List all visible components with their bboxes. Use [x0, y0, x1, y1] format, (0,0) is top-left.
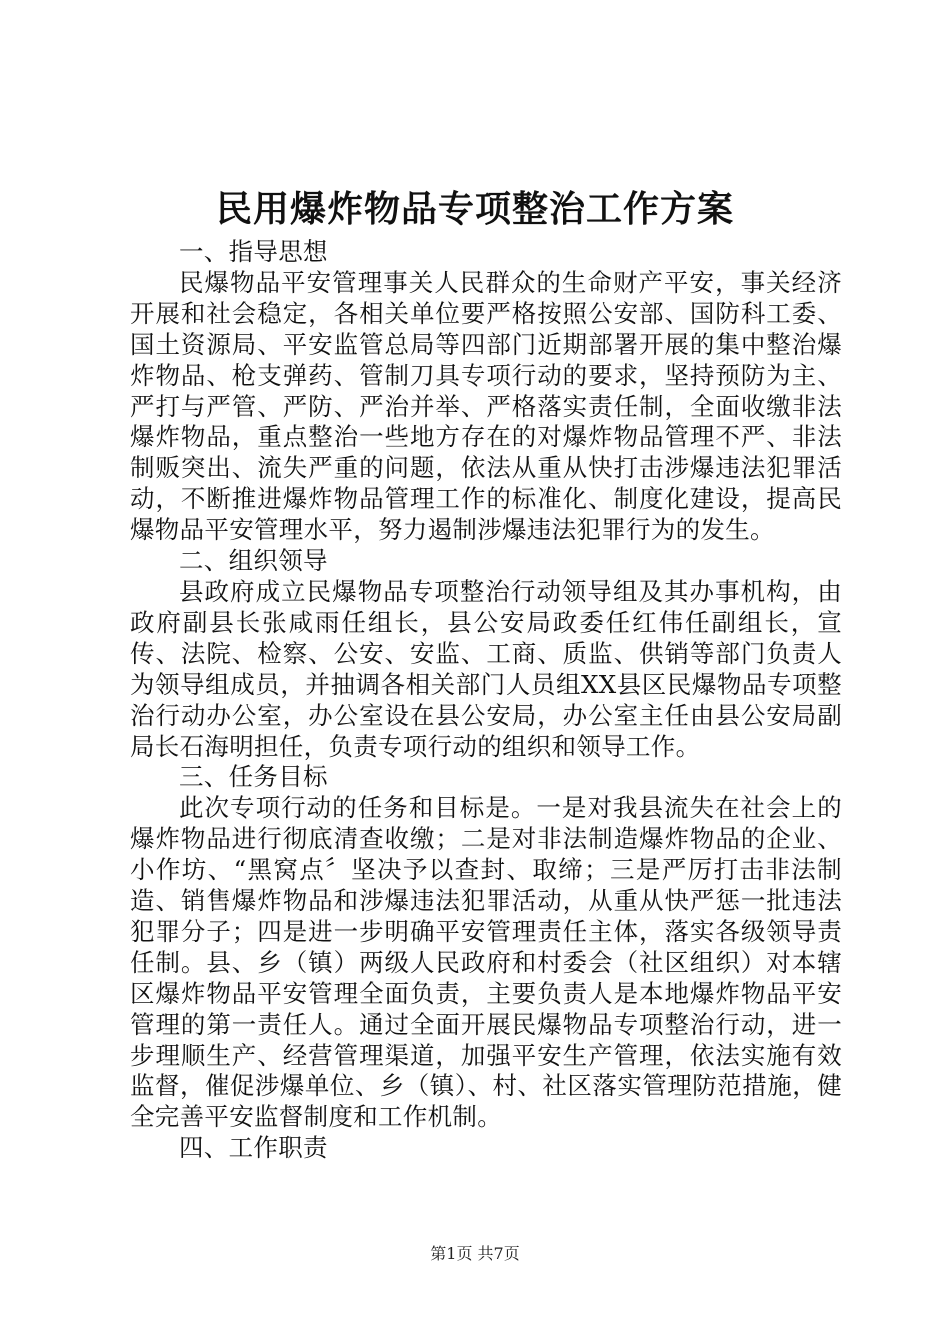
section-heading-work-duties: 四、工作职责	[179, 1133, 328, 1163]
section-heading-task-goals: 三、任务目标	[179, 762, 328, 792]
page-number-footer: 第1页 共7页	[430, 1244, 520, 1263]
document-body	[130, 237, 842, 1164]
section-heading-guiding-ideology: 一、指导思想	[179, 237, 328, 266]
section-heading-organization: 二、组织领导	[179, 546, 328, 576]
section-paragraph-organization: 县政府成立民爆物品专项整治行动领导组及其办事机构，由政府副县长张咸雨任组长，县公安局政委任红伟任副组长，宣传、法院、检察、公安、安监、工商、质监、供销等部门负责人为领导组成员，并抽调各相关部门人员组XX县区民爆物品专项整治行动办公室，办公室设在县公安局，办公室主任由县公安局副局长石海明担任，负责专项行动的组织和领导工作。	[130, 576, 842, 761]
section-paragraph-guiding-ideology: 民爆物品平安管理事关人民群众的生命财产平安，事关经济开展和社会稳定，各相关单位要严格按照公安部、国防科工委、国土资源局、平安监管总局等四部门近期部署开展的集中整治爆炸物品、枪支弹药、管制刀具专项行动的要求，坚持预防为主、严打与严管、严防、严治并举、严格落实责任制，全面收缴非法爆炸物品，重点整治一些地方存在的对爆炸物品管理不严、非法制贩突出、流失严重的问题，依法从重从快打击涉爆违法犯罪活动，不断推进爆炸物品管理工作的标准化、制度化建设，提高民爆物品平安管理水平，努力遏制涉爆违法犯罪行为的发生。	[130, 267, 842, 545]
section-paragraph-task-goals: 此次专项行动的任务和目标是。一是对我县流失在社会上的爆炸物品进行彻底清查收缴；二是对非法制造爆炸物品的企业、小作坊、“黑窝点〞坚决予以查封、取缔；三是严厉打击非法制造、销售爆炸物品和涉爆违法犯罪活动，从重从快严惩一批违法犯罪分子；四是进一步明确平安管理责任主体，落实各级领导责任制。县、乡（镇）两级人民政府和村委会（社区组织）对本辖区爆炸物品平安管理全面负责，主要负责人是本地爆炸物品平安管理的第一责任人。通过全面开展民爆物品专项整治行动，进一步理顺生产、经营管理渠道，加强平安生产管理，依法实施有效监督，催促涉爆单位、乡（镇）、村、社区落实管理防范措施，健全完善平安监督制度和工作机制。	[130, 793, 842, 1132]
document-title: 民用爆炸物品专项整治工作方案	[215, 188, 734, 230]
